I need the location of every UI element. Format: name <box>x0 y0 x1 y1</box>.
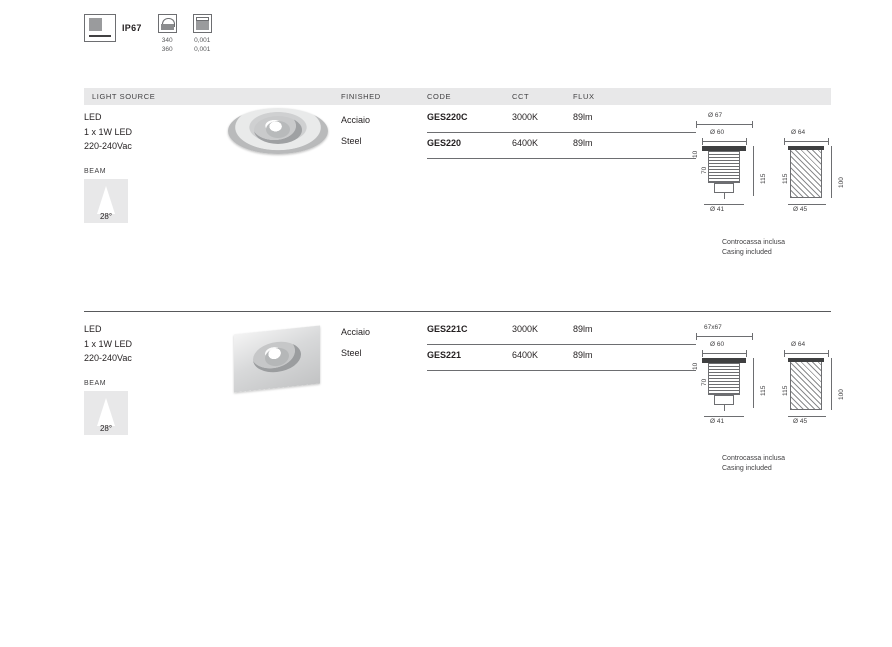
fixture-render-round <box>228 108 328 154</box>
table-row[interactable] <box>427 107 697 133</box>
dim-line <box>831 358 832 410</box>
weight-icon <box>158 14 177 33</box>
light-source-cell-1 <box>84 110 132 223</box>
fixture-gland <box>714 183 734 193</box>
dim-inner-1: Ø 60 <box>710 129 725 136</box>
variant-flux: 89lm <box>573 350 593 360</box>
dim-tick <box>752 333 753 340</box>
icon-strip <box>84 14 212 55</box>
casing-flange-2 <box>788 358 824 362</box>
dim-line <box>784 141 828 142</box>
ip-rating-label: IP67 <box>122 23 142 33</box>
dim-bottom-2: Ø 41 <box>710 418 725 425</box>
light-source-line-2: 1 x 1W LED <box>84 126 133 137</box>
column-header-finished: FINISHED <box>341 92 381 101</box>
variant-list-2 <box>427 319 697 371</box>
weight-value-2: 360 <box>161 46 173 54</box>
dim-left-70-1: 70 <box>701 166 708 174</box>
variant-list-1 <box>427 107 697 159</box>
package-volume-icon <box>193 14 212 33</box>
weight-value-1: 340 <box>161 37 173 44</box>
casing-note-1 <box>722 238 785 258</box>
finished-cell-1 <box>341 110 370 152</box>
dim-tick <box>752 121 753 128</box>
fixture-render-square <box>234 325 320 392</box>
column-header-flux: FLUX <box>573 92 595 101</box>
variant-cct: 3000K <box>512 112 539 122</box>
volume-value-2: 0,001 <box>194 46 211 54</box>
table-header <box>84 88 831 105</box>
casing-dim-bottom-1: Ø 45 <box>793 206 808 213</box>
dim-line <box>788 416 826 417</box>
beam-label-2: BEAM <box>84 379 107 387</box>
column-header-light-source: LIGHT SOURCE <box>92 92 156 101</box>
casing-dim-right-2: 100 <box>838 389 845 400</box>
casing-note-it-1: Controcassa inclusa <box>722 239 786 246</box>
beam-cone-icon <box>97 398 115 426</box>
dim-left-10-1: 10 <box>692 150 699 158</box>
dim-tick <box>696 121 697 128</box>
casing-note-it-2: Controcassa inclusa <box>722 455 786 462</box>
light-source-line-3: 220-240Vac <box>84 141 132 151</box>
dim-line <box>702 141 746 142</box>
dim-tick <box>696 333 697 340</box>
variant-flux: 89lm <box>573 324 593 334</box>
dim-line <box>696 124 752 125</box>
table-row[interactable] <box>427 345 697 371</box>
dim-line <box>704 416 744 417</box>
casing-body-2 <box>790 358 822 410</box>
fixture-gland <box>714 395 734 405</box>
volume-value-1: 0,001 <box>194 37 211 44</box>
dim-line <box>702 353 746 354</box>
variant-code: GES221 <box>427 350 462 360</box>
dim-top-1: Ø 67 <box>708 112 723 119</box>
weight-values <box>162 36 173 55</box>
dim-top-2: 67x67 <box>704 324 722 331</box>
column-header-cct: CCT <box>512 92 530 101</box>
row-divider <box>427 158 696 159</box>
table-row[interactable] <box>427 133 697 159</box>
variant-code: GES220C <box>427 112 468 122</box>
fixture-hatch <box>709 364 739 394</box>
casing-dim-left-2: 115 <box>782 385 789 396</box>
beam-label-1: BEAM <box>84 167 107 175</box>
fixture-cable <box>724 193 725 199</box>
variant-cct: 6400K <box>512 138 539 148</box>
dim-line <box>788 204 826 205</box>
dim-tick <box>746 350 747 357</box>
dim-line <box>831 146 832 198</box>
dim-line <box>753 146 754 196</box>
dim-tick <box>828 350 829 357</box>
enclosure-protection-icon <box>84 14 116 42</box>
fixture-cable <box>724 405 725 411</box>
dimension-drawing-2 <box>690 324 870 444</box>
beam-diagram-1 <box>84 179 128 223</box>
beam-angle-2: 28° <box>99 423 113 433</box>
variant-flux: 89lm <box>573 138 593 148</box>
volume-group <box>193 14 212 55</box>
dim-line <box>784 353 828 354</box>
variant-cct: 3000K <box>512 324 539 334</box>
dim-left-70-2: 70 <box>701 378 708 386</box>
column-header-code: CODE <box>427 92 452 101</box>
variant-flux: 89lm <box>573 112 593 122</box>
casing-note-en-2: Casing included <box>722 465 772 472</box>
dim-tick <box>746 138 747 145</box>
variant-cct: 6400K <box>512 350 539 360</box>
ip-rating-group <box>84 14 142 42</box>
casing-note-2 <box>722 454 785 474</box>
dim-tick <box>784 138 785 145</box>
casing-flange-1 <box>788 146 824 150</box>
weight-group <box>158 14 177 55</box>
beam-cone-icon <box>97 186 115 214</box>
casing-body-1 <box>790 146 822 198</box>
beam-angle-1: 28° <box>99 211 113 221</box>
beam-diagram-2 <box>84 391 128 435</box>
dim-inner-2: Ø 60 <box>710 341 725 348</box>
dim-tick <box>784 350 785 357</box>
light-source-line-3: 220-240Vac <box>84 353 132 363</box>
dim-tick <box>702 350 703 357</box>
dim-height-1: 115 <box>760 173 767 184</box>
section-divider-1 <box>84 311 831 312</box>
light-source-line-1: LED <box>84 112 102 122</box>
casing-dim-right-1: 100 <box>838 177 845 188</box>
casing-dim-bottom-2: Ø 45 <box>793 418 808 425</box>
volume-values <box>194 36 210 55</box>
light-source-cell-2 <box>84 322 132 435</box>
variant-code: GES220 <box>427 138 462 148</box>
casing-dim-top-2: Ø 64 <box>791 341 806 348</box>
light-source-line-2: 1 x 1W LED <box>84 338 133 349</box>
light-source-line-1: LED <box>84 324 102 334</box>
round-inground-fixture-photo <box>228 108 328 154</box>
dim-tick <box>702 138 703 145</box>
dim-tick <box>828 138 829 145</box>
casing-note-en-1: Casing included <box>722 249 772 256</box>
dim-line <box>696 336 752 337</box>
dimension-drawing-1 <box>690 112 870 232</box>
casing-dim-left-1: 115 <box>782 173 789 184</box>
dim-bottom-1: Ø 41 <box>710 206 725 213</box>
finished-line-en-2: Steel <box>341 348 362 358</box>
dim-line <box>753 358 754 408</box>
square-inground-fixture-photo <box>234 330 320 388</box>
dim-height-2: 115 <box>760 385 767 396</box>
table-row[interactable] <box>427 319 697 345</box>
finished-cell-2 <box>341 322 370 364</box>
finished-line-it-1: Acciaio <box>341 115 371 125</box>
dim-line <box>704 204 744 205</box>
casing-dim-top-1: Ø 64 <box>791 129 806 136</box>
dim-left-10-2: 10 <box>692 362 699 370</box>
fixture-hatch <box>709 152 739 182</box>
variant-code: GES221C <box>427 324 468 334</box>
finished-line-en-1: Steel <box>341 136 362 146</box>
finished-line-it-2: Acciaio <box>341 327 371 337</box>
row-divider <box>427 370 696 371</box>
